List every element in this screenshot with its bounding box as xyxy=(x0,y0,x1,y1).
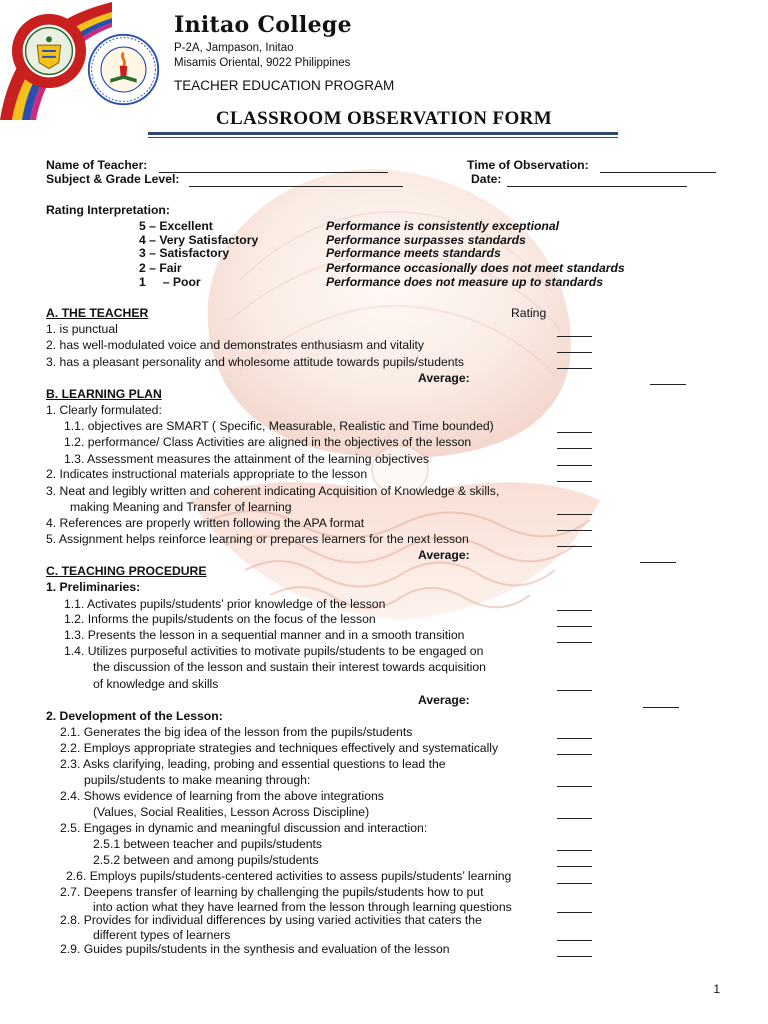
average-blank[interactable] xyxy=(643,707,679,708)
teacher-name-label: Name of Teacher: xyxy=(46,158,148,172)
scale-label: 2 – Fair xyxy=(139,261,182,275)
scale-label: 3 – Satisfactory xyxy=(139,246,230,260)
checklist-item: (Values, Social Realities, Lesson Across Discipline) xyxy=(93,805,370,819)
initao-college-seal-logo xyxy=(10,12,88,90)
scale-meaning: Performance meets standards xyxy=(326,246,501,260)
checklist-item: 2. has well-modulated voice and demonstrates enthusiasm and vitality xyxy=(46,338,425,352)
section-a-title: A. THE TEACHER xyxy=(46,306,149,320)
scale-meaning: Performance surpasses standards xyxy=(326,233,526,247)
time-observation-field[interactable] xyxy=(600,172,716,173)
rating-blank[interactable] xyxy=(557,786,592,787)
average-blank[interactable] xyxy=(650,384,686,385)
average-label: Average: xyxy=(418,371,470,385)
rating-blank[interactable] xyxy=(557,738,592,739)
checklist-item: of knowledge and skills xyxy=(93,677,219,691)
checklist-item: 1.1. objectives are SMART ( Specific, Measurable, Realistic and Time bounded) xyxy=(64,419,494,433)
checklist-item: 2.3. Asks clarifying, leading, probing and essential questions to lead the xyxy=(60,757,446,771)
rating-blank[interactable] xyxy=(557,448,592,449)
page-number: 1 xyxy=(713,982,720,996)
checklist-item: 1. is punctual xyxy=(46,322,118,336)
subject-grade-field[interactable] xyxy=(189,186,403,187)
scale-label: 1 – Poor xyxy=(139,275,201,289)
rating-blank[interactable] xyxy=(557,432,592,433)
college-name: Initao College xyxy=(174,12,352,38)
scale-meaning: Performance is consistently exceptional xyxy=(326,219,560,233)
checklist-item: 2.1. Generates the big idea of the lesson from the pupils/students xyxy=(60,725,413,739)
average-blank[interactable] xyxy=(640,562,676,563)
date-label: Date: xyxy=(471,172,502,186)
rating-interpretation-title: Rating Interpretation: xyxy=(46,203,170,217)
rating-blank[interactable] xyxy=(557,626,592,627)
teacher-education-program-logo xyxy=(86,32,161,107)
checklist-item: 2.8. Provides for individual differences by using varied activities that caters the xyxy=(60,913,482,927)
program-name: TEACHER EDUCATION PROGRAM xyxy=(174,78,395,93)
checklist-item: 2.5. Engages in dynamic and meaningful discussion and interaction: xyxy=(60,821,428,835)
checklist-item: 1.2. performance/ Class Activities are aligned in the objectives of the lesson xyxy=(64,435,472,449)
title-rule-thin xyxy=(148,137,618,138)
rating-blank[interactable] xyxy=(557,883,592,884)
rating-blank[interactable] xyxy=(557,956,592,957)
subject-grade-label: Subject & Grade Level: xyxy=(46,172,180,186)
checklist-item: into action what they have learned from the lesson through learning questions xyxy=(93,900,512,914)
checklist-item: 2.7. Deepens transfer of learning by challenging the pupils/students how to put xyxy=(60,885,484,899)
scale-meaning: Performance occasionally does not meet standards xyxy=(326,261,625,275)
rating-blank[interactable] xyxy=(557,514,592,515)
checklist-item: 2.6. Employs pupils/students-centered activities to assess pupils/students’ learning xyxy=(66,869,512,883)
time-observation-label: Time of Observation: xyxy=(467,158,589,172)
rating-column-header: Rating xyxy=(511,306,547,320)
checklist-item: 3. has a pleasant personality and wholesome attitude towards pupils/students xyxy=(46,355,465,369)
section-c-title: C. TEACHING PROCEDURE xyxy=(46,564,207,578)
rating-blank[interactable] xyxy=(557,610,592,611)
rating-blank[interactable] xyxy=(557,352,592,353)
checklist-item: 1.2. Informs the pupils/students on the focus of the lesson xyxy=(64,612,376,626)
rating-blank[interactable] xyxy=(557,912,592,913)
checklist-item: 3. Neat and legibly written and coherent indicating Acquisition of Knowledge & skills, xyxy=(46,484,500,498)
rating-blank[interactable] xyxy=(557,530,592,531)
average-label: Average: xyxy=(418,548,470,562)
checklist-item: pupils/students to make meaning through: xyxy=(84,773,311,787)
title-rule-thick xyxy=(148,132,618,135)
checklist-item: 2.5.2 between and among pupils/students xyxy=(93,853,319,867)
date-field[interactable] xyxy=(507,186,687,187)
section-b-title: B. LEARNING PLAN xyxy=(46,387,162,401)
scale-label: 4 – Very Satisfactory xyxy=(139,233,259,247)
form-title: CLASSROOM OBSERVATION FORM xyxy=(215,108,553,129)
rating-blank[interactable] xyxy=(557,850,592,851)
checklist-item: 2.9. Guides pupils/students in the synthesis and evaluation of the lesson xyxy=(60,942,450,956)
rating-blank[interactable] xyxy=(557,818,592,819)
development-title: 2. Development of the Lesson: xyxy=(46,709,223,723)
rating-blank[interactable] xyxy=(557,546,592,547)
scale-meaning: Performance does not measure up to standards xyxy=(326,275,603,289)
rating-blank[interactable] xyxy=(557,465,592,466)
rating-blank[interactable] xyxy=(557,754,592,755)
checklist-item: 4. References are properly written following the APA format xyxy=(46,516,365,530)
checklist-item: 1.3. Presents the lesson in a sequential manner and in a smooth transition xyxy=(64,628,465,642)
checklist-item: 1. Clearly formulated: xyxy=(46,403,162,417)
rating-blank[interactable] xyxy=(557,642,592,643)
checklist-item: different types of learners xyxy=(93,928,231,942)
checklist-item: 2.5.1 between teacher and pupils/students xyxy=(93,837,323,851)
checklist-item: 5. Assignment helps reinforce learning or prepares learners for the next lesson xyxy=(46,532,469,546)
checklist-item: 1.4. Utilizes purposeful activities to motivate pupils/students to be engaged on xyxy=(64,644,484,658)
address-line-2: Misamis Oriental, 9022 Philippines xyxy=(174,57,351,69)
rating-blank[interactable] xyxy=(557,940,592,941)
rating-blank[interactable] xyxy=(557,368,592,369)
address-line-1: P-2A, Jampason, Initao xyxy=(174,42,294,54)
checklist-item: 1.1. Activates pupils/students’ prior knowledge of the lesson xyxy=(64,597,386,611)
rating-blank[interactable] xyxy=(557,866,592,867)
preliminaries-title: 1. Preliminaries: xyxy=(46,580,141,594)
checklist-item: 1.3. Assessment measures the attainment of the learning objectives xyxy=(64,452,430,466)
average-label: Average: xyxy=(418,693,470,707)
teacher-name-field[interactable] xyxy=(159,172,388,173)
checklist-item: the discussion of the lesson and sustain their interest towards acquisition xyxy=(93,660,486,674)
checklist-item: 2.2. Employs appropriate strategies and techniques effectively and systematically xyxy=(60,741,499,755)
rating-blank[interactable] xyxy=(557,336,592,337)
rating-blank[interactable] xyxy=(557,690,592,691)
checklist-item: 2.4. Shows evidence of learning from the above integrations xyxy=(60,789,384,803)
scale-label: 5 – Excellent xyxy=(139,219,213,233)
checklist-item: 2. Indicates instructional materials appropriate to the lesson xyxy=(46,467,368,481)
checklist-item: making Meaning and Transfer of learning xyxy=(70,500,292,514)
rating-blank[interactable] xyxy=(557,481,592,482)
